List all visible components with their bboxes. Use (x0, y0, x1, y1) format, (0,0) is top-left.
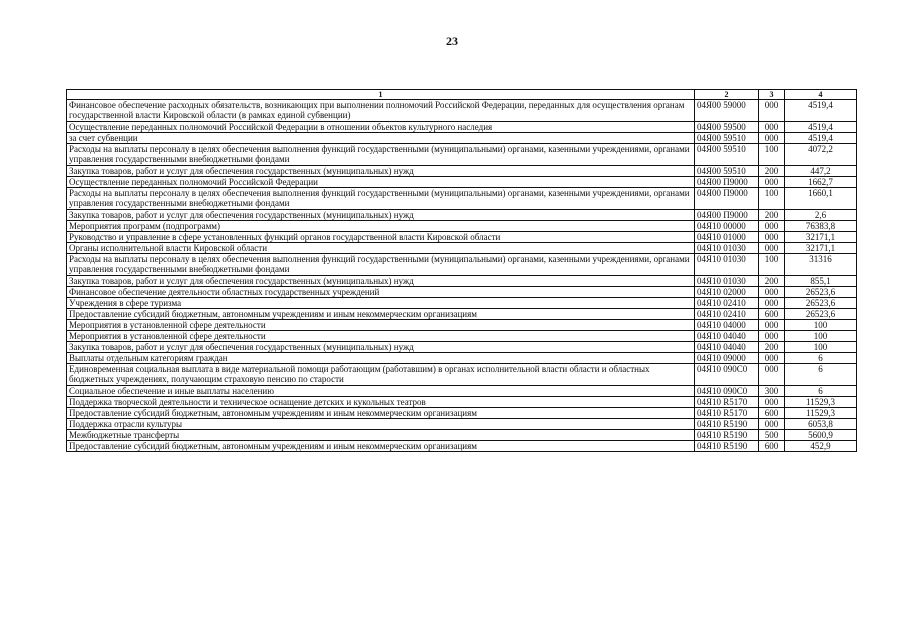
row-name: Мероприятия в установленной сфере деятельности (67, 331, 695, 342)
column-header-amount: 4 (785, 90, 857, 100)
row-amount: 447,2 (785, 166, 857, 177)
row-amount: 100 (785, 320, 857, 331)
row-code: 04Я10 090С0 (695, 386, 759, 397)
row-amount: 26523,6 (785, 298, 857, 309)
table-row (67, 243, 857, 254)
row-amount: 5600,9 (785, 430, 857, 441)
row-code: 04Я00 59500 (695, 122, 759, 133)
table-row (67, 364, 857, 386)
row-name: Выплаты отдельным категориям граждан (67, 353, 695, 364)
table-row (67, 177, 857, 188)
row-code: 04Я10 R5170 (695, 408, 759, 419)
row-amount: 6 (785, 353, 857, 364)
row-amount: 6 (785, 386, 857, 397)
row-name: Расходы на выплаты персоналу в целях обеспечения выполнения функций государственными (муниципальными) органами, казенными учреждениями, органами управления государственными внебюджетными фондами (67, 254, 695, 276)
table-row (67, 122, 857, 133)
row-amount: 4519,4 (785, 122, 857, 133)
table-row (67, 408, 857, 419)
row-type: 000 (759, 177, 785, 188)
row-amount: 4519,4 (785, 100, 857, 122)
row-amount: 11529,3 (785, 408, 857, 419)
row-amount: 76383,8 (785, 221, 857, 232)
table-row (67, 419, 857, 430)
row-amount: 31316 (785, 254, 857, 276)
row-name: Руководство и управление в сфере установленных функций органов государственной власти Кировской области (67, 232, 695, 243)
row-code: 04Я10 04000 (695, 320, 759, 331)
row-code: 04Я10 09000 (695, 353, 759, 364)
table-row (67, 188, 857, 210)
row-name: Осуществление переданных полномочий Российской Федерации в отношении объектов культурного наследия (67, 122, 695, 133)
row-type: 000 (759, 133, 785, 144)
table-header-row (67, 90, 857, 100)
row-name: Закупка товаров, работ и услуг для обеспечения государственных (муниципальных) нужд (67, 342, 695, 353)
row-name: Расходы на выплаты персоналу в целях обеспечения выполнения функций государственными (муниципальными) органами, казенными учреждениями, органами управления государственными внебюджетными фондами (67, 144, 695, 166)
row-code: 04Я10 02410 (695, 309, 759, 320)
row-code: 04Я00 П9000 (695, 210, 759, 221)
table-row (67, 100, 857, 122)
row-name: Поддержка творческой деятельности и техническое оснащение детских и кукольных театров (67, 397, 695, 408)
row-amount: 32171,1 (785, 243, 857, 254)
row-amount: 6 (785, 364, 857, 386)
table-row (67, 276, 857, 287)
row-amount: 4072,2 (785, 144, 857, 166)
table-row (67, 309, 857, 320)
table-row (67, 353, 857, 364)
row-code: 04Я10 00000 (695, 221, 759, 232)
row-name: Предоставление субсидий бюджетным, автономным учреждениям и иным некоммерческим организациям (67, 441, 695, 452)
row-code: 04Я10 04040 (695, 342, 759, 353)
table-row (67, 386, 857, 397)
page-number: 23 (446, 34, 458, 48)
table-row (67, 397, 857, 408)
row-code: 04Я00 59510 (695, 133, 759, 144)
table-row (67, 166, 857, 177)
column-header-code: 2 (695, 90, 759, 100)
row-amount: 4519,4 (785, 133, 857, 144)
row-type: 000 (759, 122, 785, 133)
row-amount: 452,9 (785, 441, 857, 452)
table-row (67, 144, 857, 166)
row-name: Единовременная социальная выплата в виде материальной помощи работающим (работавшим) в органах исполнительной власти области и областных бюджетных учреждениях, получающим страховую пенсию по старости (67, 364, 695, 386)
row-type: 100 (759, 188, 785, 210)
table-row (67, 430, 857, 441)
row-name: Учреждения в сфере туризма (67, 298, 695, 309)
row-code: 04Я10 R5190 (695, 430, 759, 441)
row-code: 04Я10 R5170 (695, 397, 759, 408)
table-row (67, 254, 857, 276)
row-code: 04Я10 04040 (695, 331, 759, 342)
row-code: 04Я10 02410 (695, 298, 759, 309)
row-code: 04Я00 П9000 (695, 188, 759, 210)
row-type: 000 (759, 100, 785, 122)
row-name: Социальное обеспечение и иные выплаты населению (67, 386, 695, 397)
row-code: 04Я10 01030 (695, 254, 759, 276)
row-type: 000 (759, 364, 785, 386)
row-name: Расходы на выплаты персоналу в целях обеспечения выполнения функций государственными (муниципальными) органами, казенными учреждениями, органами управления государственными внебюджетными фондами (67, 188, 695, 210)
row-code: 04Я10 R5190 (695, 441, 759, 452)
table-row (67, 298, 857, 309)
row-type: 000 (759, 221, 785, 232)
row-name: Поддержка отрасли культуры (67, 419, 695, 430)
row-name: Предоставление субсидий бюджетным, автономным учреждениям и иным некоммерческим организациям (67, 408, 695, 419)
table-row (67, 331, 857, 342)
row-type: 600 (759, 408, 785, 419)
row-type: 000 (759, 419, 785, 430)
row-name: Мероприятия в установленной сфере деятельности (67, 320, 695, 331)
table-row (67, 210, 857, 221)
row-type: 500 (759, 430, 785, 441)
table-row (67, 342, 857, 353)
row-type: 000 (759, 287, 785, 298)
row-name: Осуществление переданных полномочий Российской Федерации (67, 177, 695, 188)
row-amount: 26523,6 (785, 309, 857, 320)
row-code: 04Я00 59510 (695, 166, 759, 177)
row-type: 000 (759, 243, 785, 254)
row-code: 04Я10 01000 (695, 232, 759, 243)
row-amount: 100 (785, 331, 857, 342)
budget-table (66, 89, 857, 452)
row-type: 000 (759, 320, 785, 331)
row-code: 04Я00 59000 (695, 100, 759, 122)
row-type: 000 (759, 397, 785, 408)
row-code: 04Я10 R5190 (695, 419, 759, 430)
row-amount: 26523,6 (785, 287, 857, 298)
row-type: 300 (759, 386, 785, 397)
row-amount: 1662,7 (785, 177, 857, 188)
row-name: за счет субвенции (67, 133, 695, 144)
row-type: 000 (759, 353, 785, 364)
row-code: 04Я10 01030 (695, 243, 759, 254)
table-row (67, 441, 857, 452)
column-header-type: 3 (759, 90, 785, 100)
row-name: Органы исполнительной власти Кировской области (67, 243, 695, 254)
table-row (67, 320, 857, 331)
row-amount: 6053,8 (785, 419, 857, 430)
row-amount: 32171,1 (785, 232, 857, 243)
table-row (67, 221, 857, 232)
row-name: Закупка товаров, работ и услуг для обеспечения государственных (муниципальных) нужд (67, 210, 695, 221)
row-type: 600 (759, 309, 785, 320)
row-amount: 1660,1 (785, 188, 857, 210)
row-type: 000 (759, 232, 785, 243)
column-header-name: 1 (67, 90, 695, 100)
row-type: 100 (759, 254, 785, 276)
row-name: Финансовое обеспечение деятельности областных государственных учреждений (67, 287, 695, 298)
row-amount: 2,6 (785, 210, 857, 221)
row-code: 04Я10 01030 (695, 276, 759, 287)
row-code: 04Я10 02000 (695, 287, 759, 298)
row-name: Финансовое обеспечение расходных обязательств, возникающих при выполнении полномочий Российской Федерации, переданных для осуществления органам государственной власти Кировской области (в рамках единой субвенции) (67, 100, 695, 122)
row-type: 200 (759, 210, 785, 221)
row-name: Закупка товаров, работ и услуг для обеспечения государственных (муниципальных) нужд (67, 276, 695, 287)
row-name: Закупка товаров, работ и услуг для обеспечения государственных (муниципальных) нужд (67, 166, 695, 177)
row-type: 200 (759, 342, 785, 353)
row-type: 200 (759, 276, 785, 287)
row-name: Межбюджетные трансферты (67, 430, 695, 441)
row-type: 200 (759, 166, 785, 177)
row-amount: 100 (785, 342, 857, 353)
row-type: 600 (759, 441, 785, 452)
row-code: 04Я00 П9000 (695, 177, 759, 188)
row-name: Предоставление субсидий бюджетным, автономным учреждениям и иным некоммерческим организациям (67, 309, 695, 320)
table-row (67, 133, 857, 144)
table-row (67, 287, 857, 298)
row-name: Мероприятия программ (подпрограмм) (67, 221, 695, 232)
row-code: 04Я10 090С0 (695, 364, 759, 386)
row-amount: 855,1 (785, 276, 857, 287)
row-code: 04Я00 59510 (695, 144, 759, 166)
row-type: 000 (759, 298, 785, 309)
row-type: 000 (759, 331, 785, 342)
row-amount: 11529,3 (785, 397, 857, 408)
row-type: 100 (759, 144, 785, 166)
table-row (67, 232, 857, 243)
